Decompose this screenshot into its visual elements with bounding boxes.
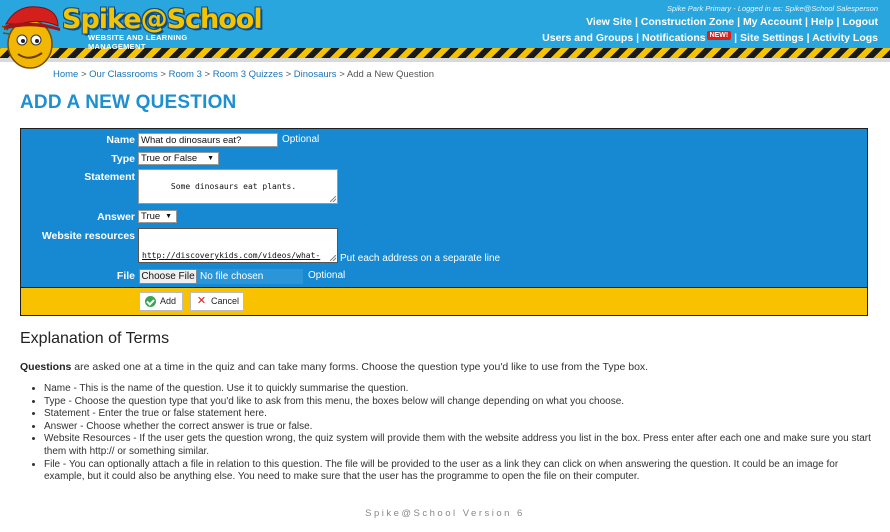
new-badge: NEW!	[707, 31, 732, 40]
nav-site-settings[interactable]: Site Settings	[740, 32, 804, 44]
answer-label: Answer	[97, 211, 135, 223]
resources-textarea[interactable]	[138, 228, 338, 263]
file-optional-hint: Optional	[308, 270, 346, 281]
nav-view-site[interactable]: View Site	[586, 16, 633, 28]
file-label: File	[116, 270, 135, 282]
name-label: Name	[106, 134, 135, 146]
check-icon	[145, 296, 156, 307]
cancel-button-label: Cancel	[211, 296, 240, 306]
explanation-intro	[20, 361, 648, 373]
nav-logout[interactable]: Logout	[842, 16, 878, 28]
mascot-icon	[0, 0, 64, 72]
list-item: • Website Resources - If the user gets the question wrong, the quiz system will provide them with the website address you list in the box. Press enter after each one and make sure you start them with http:// or something similar.	[44, 433, 874, 458]
logo-subtitle: WEBSITE AND LEARNING MANAGEMENT	[88, 33, 188, 51]
file-status: No file chosen	[197, 269, 303, 284]
footer-version: Spike@School Version 6	[365, 508, 525, 519]
nav-notifications[interactable]: Notifications	[641, 32, 706, 44]
type-select-value: True or False	[141, 153, 198, 164]
list-item: • Type - Choose the question type that you'd like to ask from this menu, the boxes below will change depending on what you choose.	[44, 396, 874, 409]
answer-select-value: True	[141, 211, 161, 222]
dropdown-arrow-icon: ▼	[165, 213, 172, 220]
resources-label: Website resources	[41, 230, 135, 242]
logo-text: Spike@School	[62, 4, 262, 35]
nav-help[interactable]: Help	[810, 16, 834, 28]
close-icon: ✕	[196, 295, 207, 307]
nav-my-account[interactable]: My Account	[742, 16, 803, 28]
nav-users-and-groups[interactable]: Users and Groups	[542, 32, 634, 44]
question-form	[20, 128, 868, 316]
name-input[interactable]: What do dinosaurs eat?	[138, 133, 278, 147]
add-button[interactable]	[139, 292, 183, 311]
name-optional-hint: Optional	[282, 134, 320, 145]
add-button-label: Add	[160, 296, 177, 306]
nav-activity-logs[interactable]: Activity Logs	[812, 32, 878, 44]
logged-in-text: Spike Park Primary - Logged in as: Spike@School Salesperson	[666, 4, 878, 13]
header-subbar	[0, 58, 890, 62]
resize-handle-icon[interactable]	[330, 196, 336, 202]
breadcrumb-room-3[interactable]: Room 3	[168, 69, 202, 80]
breadcrumb-home[interactable]: Home	[53, 69, 79, 80]
list-item: • Name - This is the name of the question. Use it to quickly summarise the question.	[44, 383, 874, 396]
top-nav-secondary: Users and Groups | Notifications NEW! | Site Settings | Activity Logs	[542, 32, 878, 44]
type-select[interactable]	[138, 152, 219, 165]
type-label: Type	[111, 153, 135, 165]
page-title: ADD A NEW QUESTION	[20, 92, 237, 113]
form-actions-bar	[21, 287, 867, 315]
breadcrumb-our-classrooms[interactable]: Our Classrooms	[89, 69, 158, 80]
answer-select[interactable]	[138, 210, 177, 223]
statement-text: Some dinosaurs eat plants.	[170, 182, 297, 191]
dropdown-arrow-icon: ▼	[207, 155, 214, 162]
resources-line-1: http://discoverykids.com/videos/what-	[142, 251, 321, 260]
list-item: • Statement - Enter the true or false statement here.	[44, 408, 874, 421]
terms-list	[34, 383, 874, 484]
intro-text: are asked one at a time in the quiz and can take many forms. Choose the question type you'd like to use from the Type box.	[71, 361, 649, 373]
cancel-button[interactable]	[190, 292, 244, 311]
breadcrumb-room-3-quizzes[interactable]: Room 3 Quizzes	[212, 69, 283, 80]
list-item: • File - You can optionally attach a file in relation to this question. The file will be provided to the user as a link they can click on when answering the question. It could be an image for example, but it could also be anything else. You need to make sure that the user has the programme to open the file on their computer.	[44, 459, 874, 484]
site-logo[interactable]	[62, 4, 262, 51]
intro-bold-term: Questions	[20, 361, 72, 373]
explanation-title: Explanation of Terms	[20, 330, 170, 347]
top-nav-primary: View Site | Construction Zone | My Account | Help | Logout	[586, 16, 878, 28]
choose-file-button[interactable]: Choose File	[139, 269, 197, 284]
statement-textarea[interactable]	[138, 169, 338, 204]
breadcrumb-current: Add a New Question	[346, 69, 435, 80]
breadcrumb-dinosaurs[interactable]: Dinosaurs	[293, 69, 337, 80]
nav-construction-zone[interactable]: Construction Zone	[640, 16, 735, 28]
statement-label: Statement	[84, 171, 135, 183]
resources-hint: Put each address on a separate line	[340, 253, 501, 264]
breadcrumb: Home > Our Classrooms > Room 3 > Room 3 Quizzes > Dinosaurs > Add a New Question	[53, 69, 435, 80]
form-fields-panel	[21, 129, 867, 287]
list-item: • Answer - Choose whether the correct answer is true or false.	[44, 421, 874, 434]
resize-handle-icon[interactable]	[330, 255, 336, 261]
